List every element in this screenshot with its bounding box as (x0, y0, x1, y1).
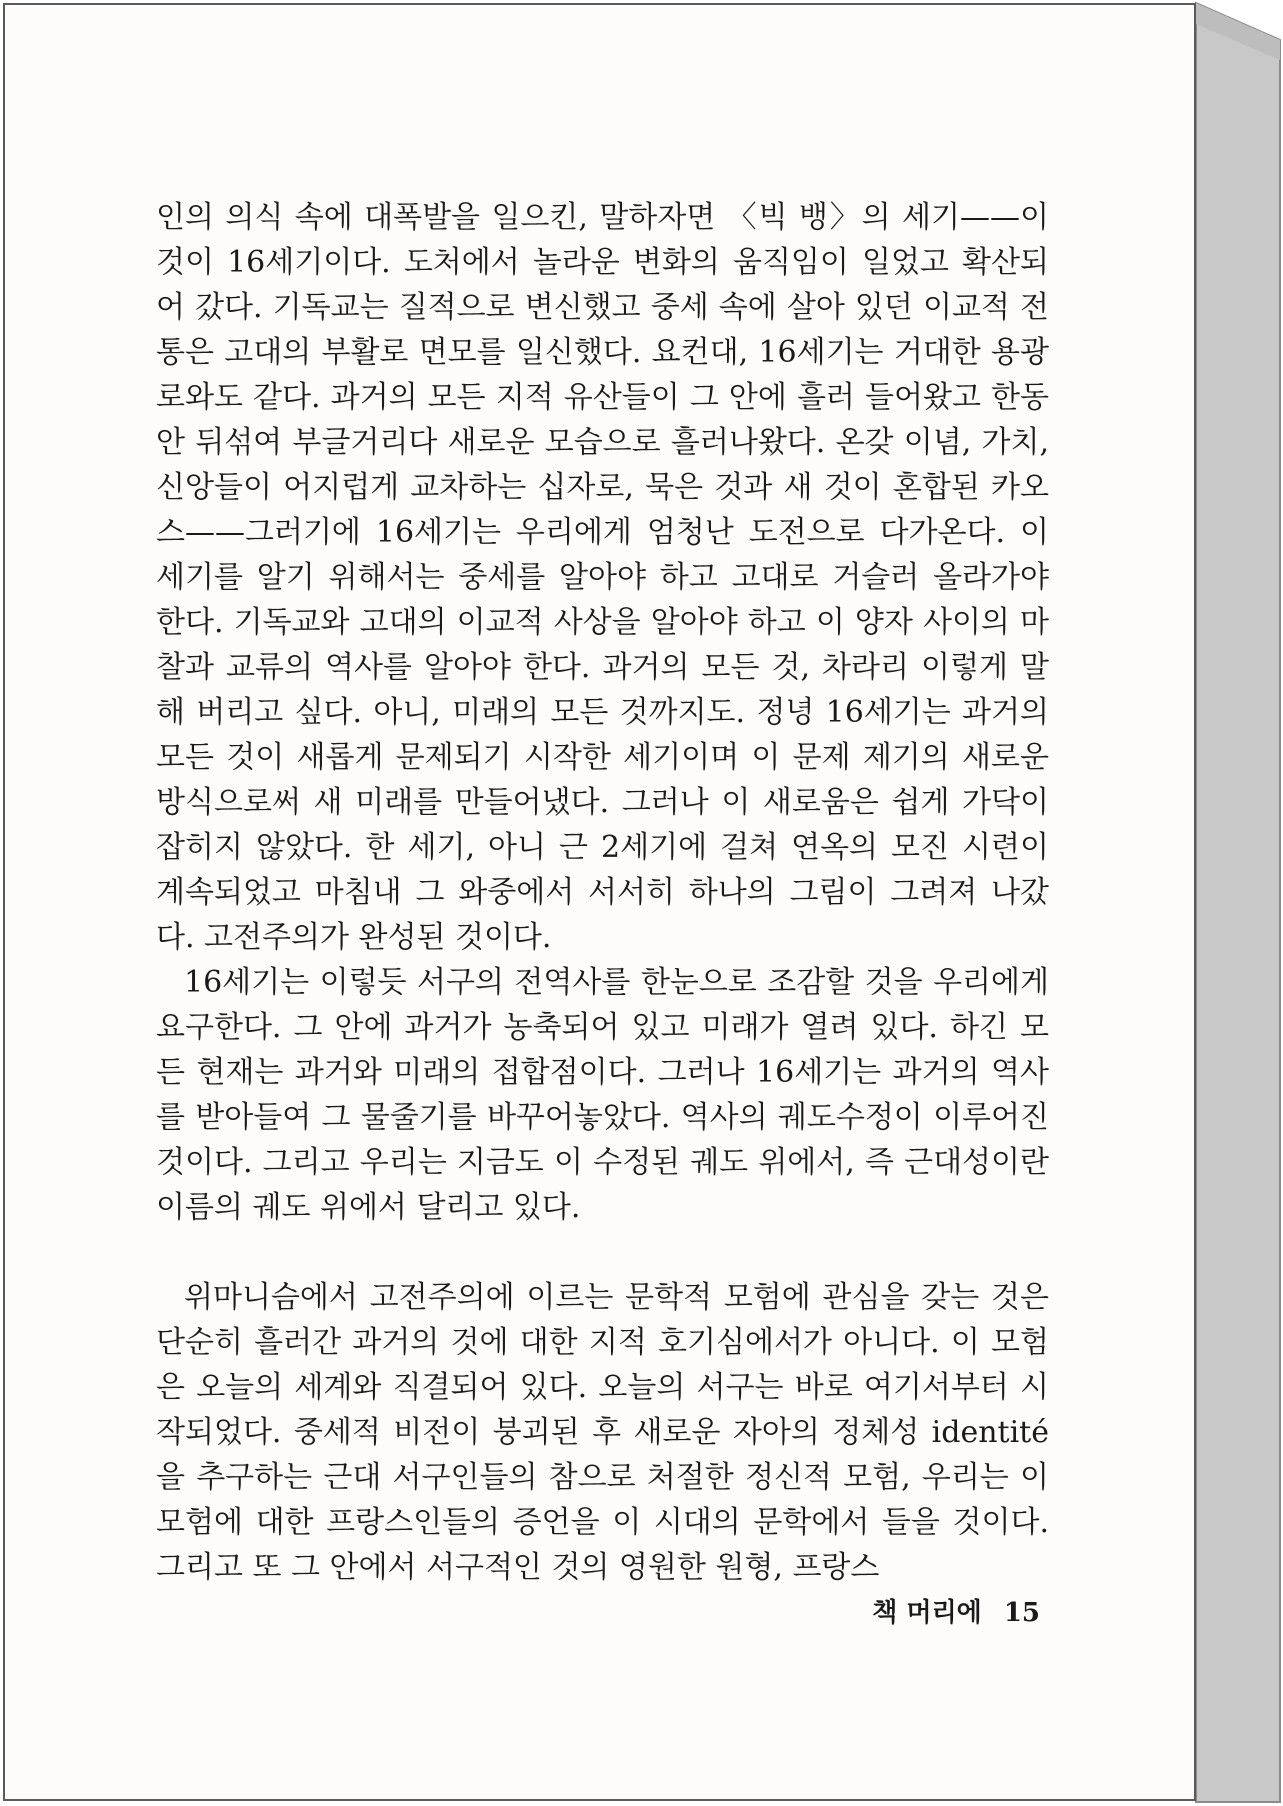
page-number: 15 (1003, 1598, 1040, 1628)
running-title: 책 머리에 (872, 1598, 982, 1628)
page-footer (840, 1592, 1040, 1629)
paragraph-1: 인의 의식 속에 대폭발을 일으킨, 말하자면 〈빅 뱅〉의 세기——이것이 16세기이다. 도처에서 놀라운 변화의 움직임이 일었고 확산되어 갔다. 기독교는 질적으로 변신했고 중세 속에 살아 있던 이교적 전통은 고대의 부활로 면모를 일신했다. 요컨대, 16세기는 거대한 용광로와도 같다. 과거의 모든 지적 유산들이 그 안에 흘러 들어왔고 한동안 뒤섞여 부글거리다 새로운 모습으로 흘러나왔다. 온갖 이념, 가치, 신앙들이 어지럽게 교차하는 십자로, 묵은 것과 새 것이 혼합된 카오스——그러기에 16세기는 우리에게 엄청난 도전으로 다가온다. 이 세기를 알기 위해서는 중세를 알아야 하고 고대로 거슬러 올라가야 한다. 기독교와 고대의 이교적 사상을 알아야 하고 이 양자 사이의 마찰과 교류의 역사를 알아야 한다. 과거의 모든 것, 차라리 이렇게 말해 버리고 싶다. 아니, 미래의 모든 것까지도. 정녕 16세기는 과거의 모든 것이 새롭게 문제되기 시작한 세기이며 이 문제 제기의 새로운 방식으로써 새 미래를 만들어냈다. 그러나 이 새로움은 쉽게 가닥이 잡히지 않았다. 한 세기, 아니 근 2세기에 걸쳐 연옥의 모진 시련이 계속되었고 마침내 그 와중에서 서서히 하나의 그림이 그려져 나갔다. 고전주의가 완성된 것이다. (156, 200, 1049, 955)
body-text (156, 195, 1049, 1590)
paragraph-2: 16세기는 이렇듯 서구의 전역사를 한눈으로 조감할 것을 우리에게 요구한다. 그 안에 과거가 농축되어 있고 미래가 열려 있다. 하긴 모든 현재는 과거와 미래의 접합점이다. 그러나 16세기는 과거의 역사를 받아들여 그 물줄기를 바꾸어놓았다. 역사의 궤도수정이 이루어진 것이다. 그리고 우리는 지금도 이 수정된 궤도 위에서, 즉 근대성이란 이름의 궤도 위에서 달리고 있다. (156, 965, 1049, 1225)
paragraph-3: 위마니슴에서 고전주의에 이르는 문학적 모험에 관심을 갖는 것은 단순히 흘러간 과거의 것에 대한 지적 호기심에서가 아니다. 이 모험은 오늘의 세계와 직결되어 있다. 오늘의 서구는 바로 여기서부터 시작되었다. 중세적 비전이 붕괴된 후 새로운 자아의 정체성 identité을 추구하는 근대 서구인들의 참으로 처절한 정신적 모험, 우리는 이 모험에 대한 프랑스인들의 증언을 이 시대의 문학에서 들을 것이다. 그리고 또 그 안에서 서구적인 것의 영원한 원형, 프랑스 (156, 1280, 1049, 1585)
